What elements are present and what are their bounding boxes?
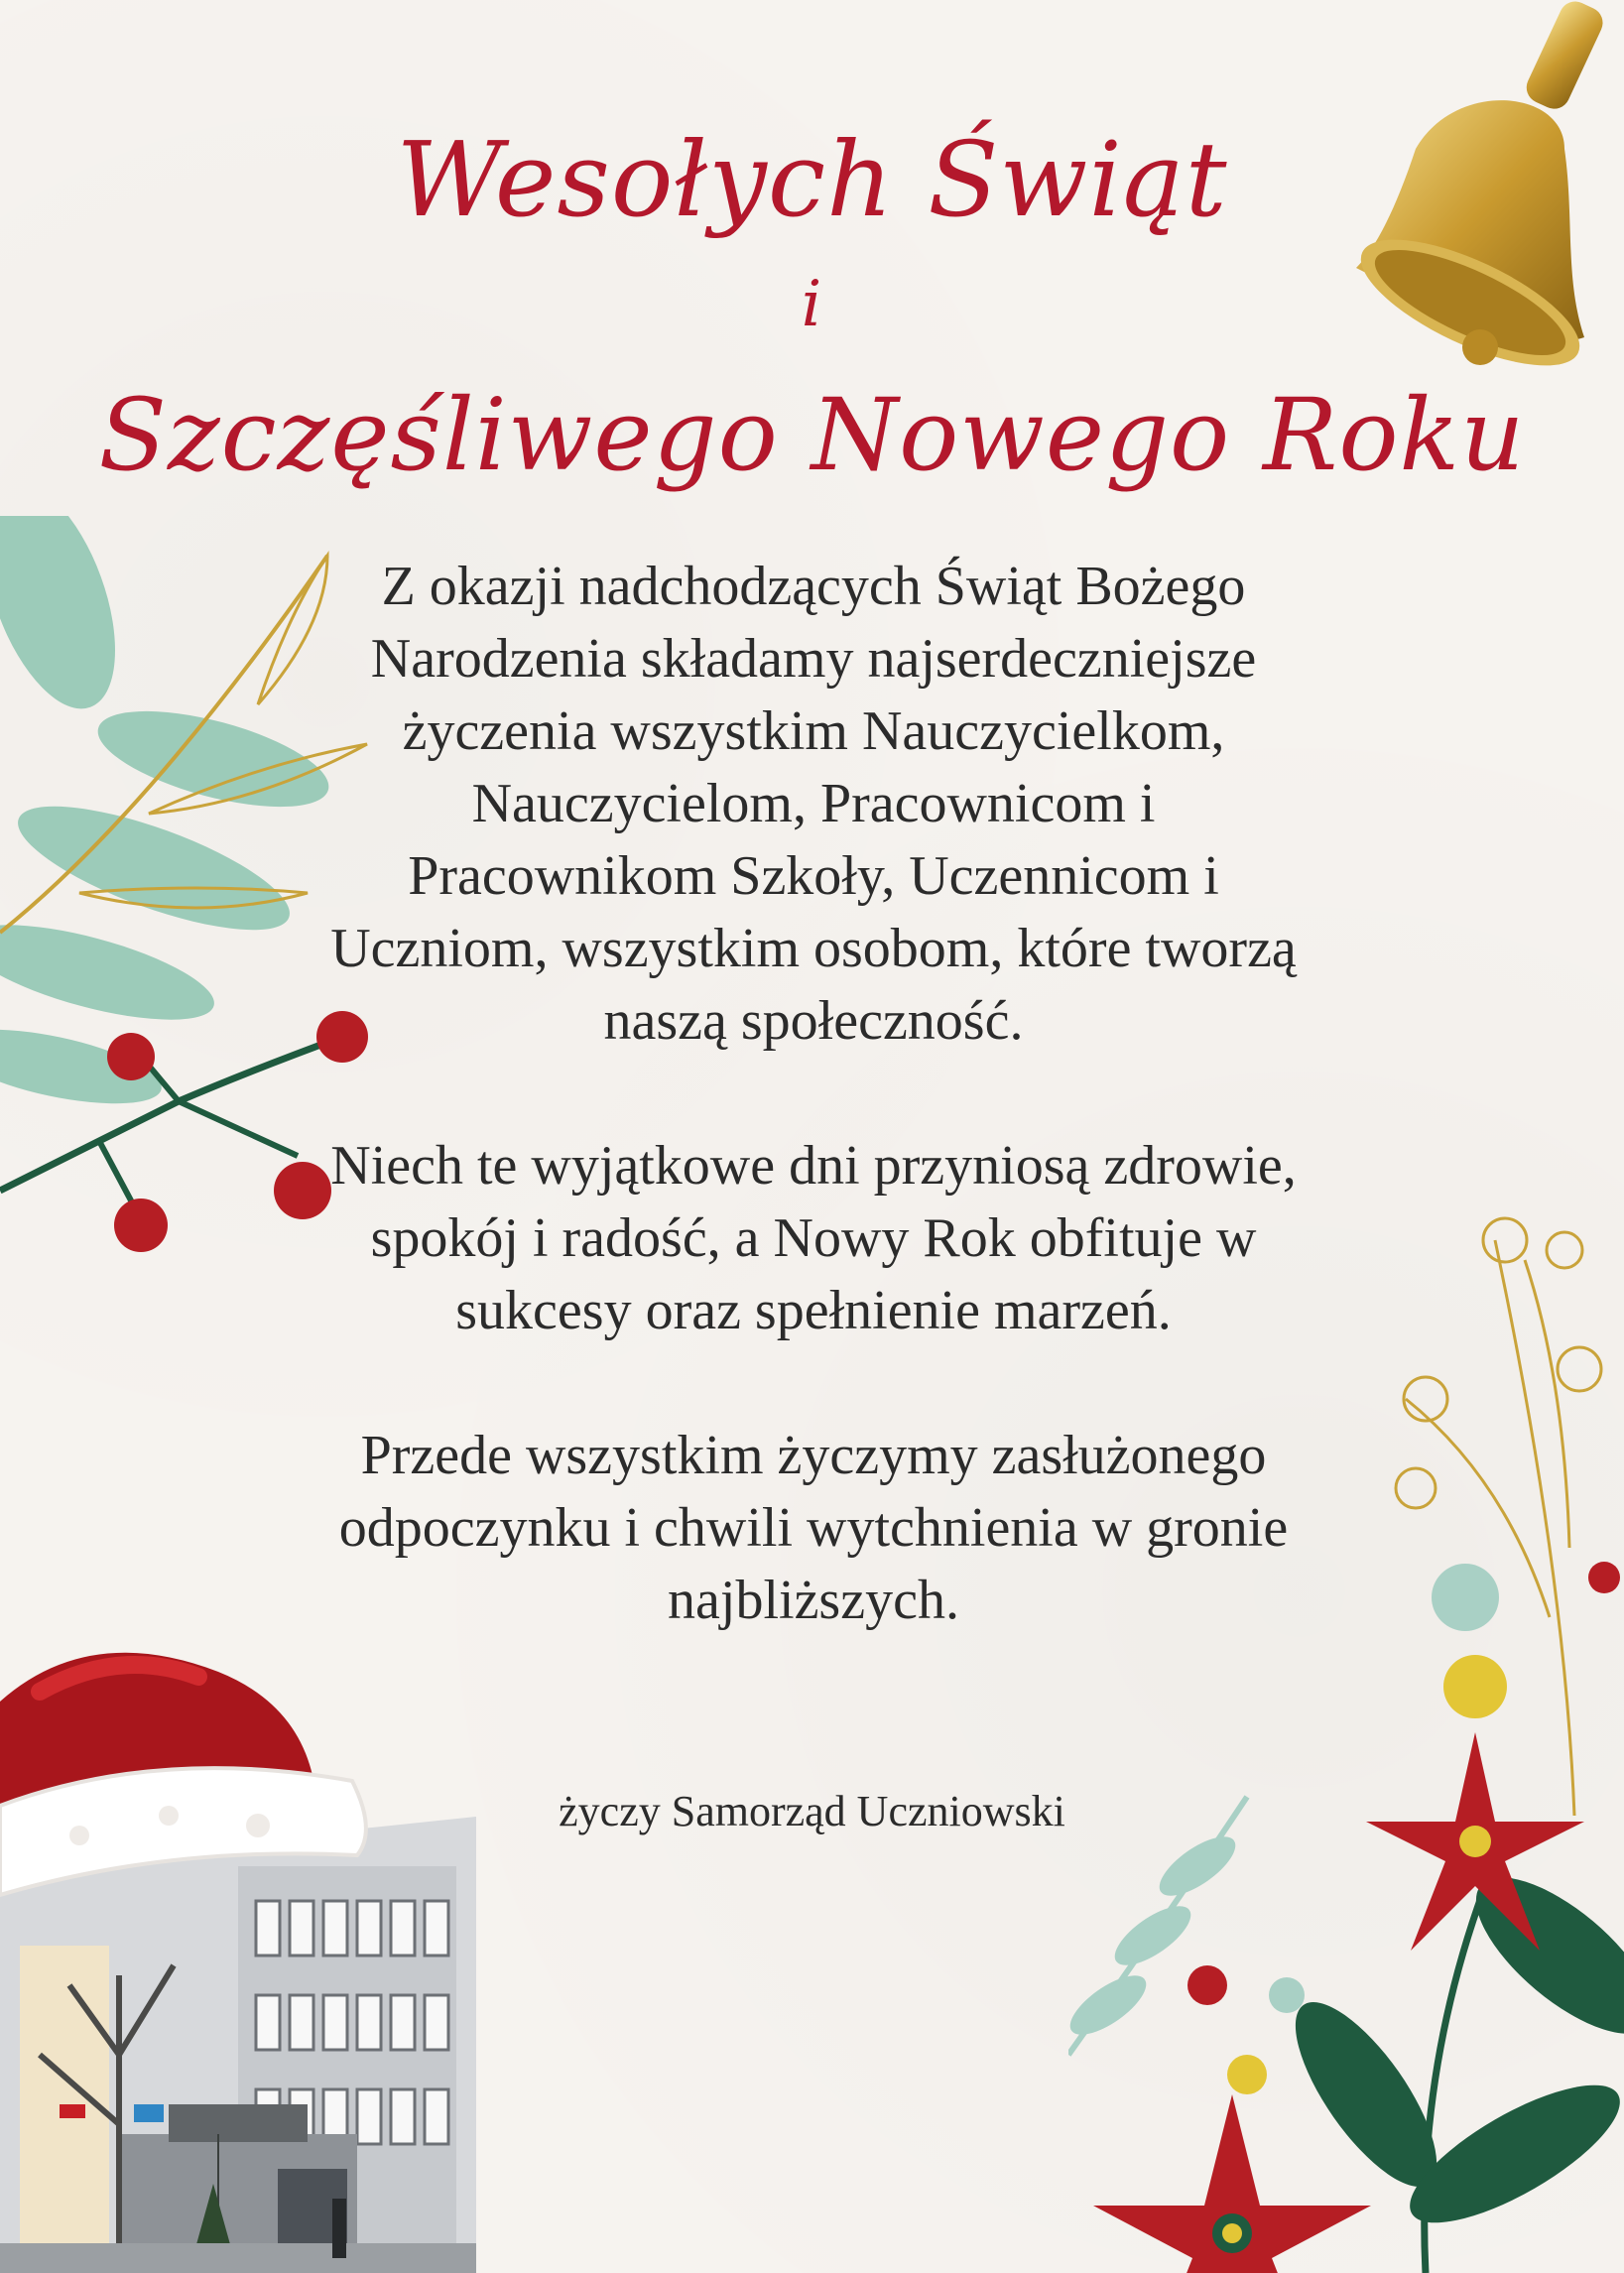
message-paragraph: Przede wszystkim życzymy zasłużonego odpoczynku i chwili wytchnienia w gronie najbliższych. xyxy=(338,1425,1289,1631)
santa-hat-illustration xyxy=(0,1632,377,1910)
greeting-title-line1: Wesołych Świąt xyxy=(396,119,1228,240)
greeting-title-conjunction: i xyxy=(801,268,823,341)
message-paragraph: Z okazji nadchodzących Świąt Bożego Narodzenia składamy najserdeczniejsze życzenia wszystkim Nauczycielkom, Nauczycielom, Pracownicom i Pracownikom Szkoły, Uczennicom i Uczniom, wszystkim osobom, które tworzą naszą społeczność. xyxy=(330,556,1297,1052)
poinsettia-floral-illustration xyxy=(1068,1658,1624,2273)
greeting-message xyxy=(327,551,1300,1637)
message-paragraph: Niech te wyjątkowe dni przyniosą zdrowie, spokój i radość, a Nowy Rok obfituje w sukcesy oraz spełnienie marzeń. xyxy=(330,1135,1297,1341)
signature: życzy Samorząd Uczniowski xyxy=(559,1787,1065,1835)
greeting-title-line2: Szczęśliwego Nowego Roku xyxy=(98,377,1526,493)
